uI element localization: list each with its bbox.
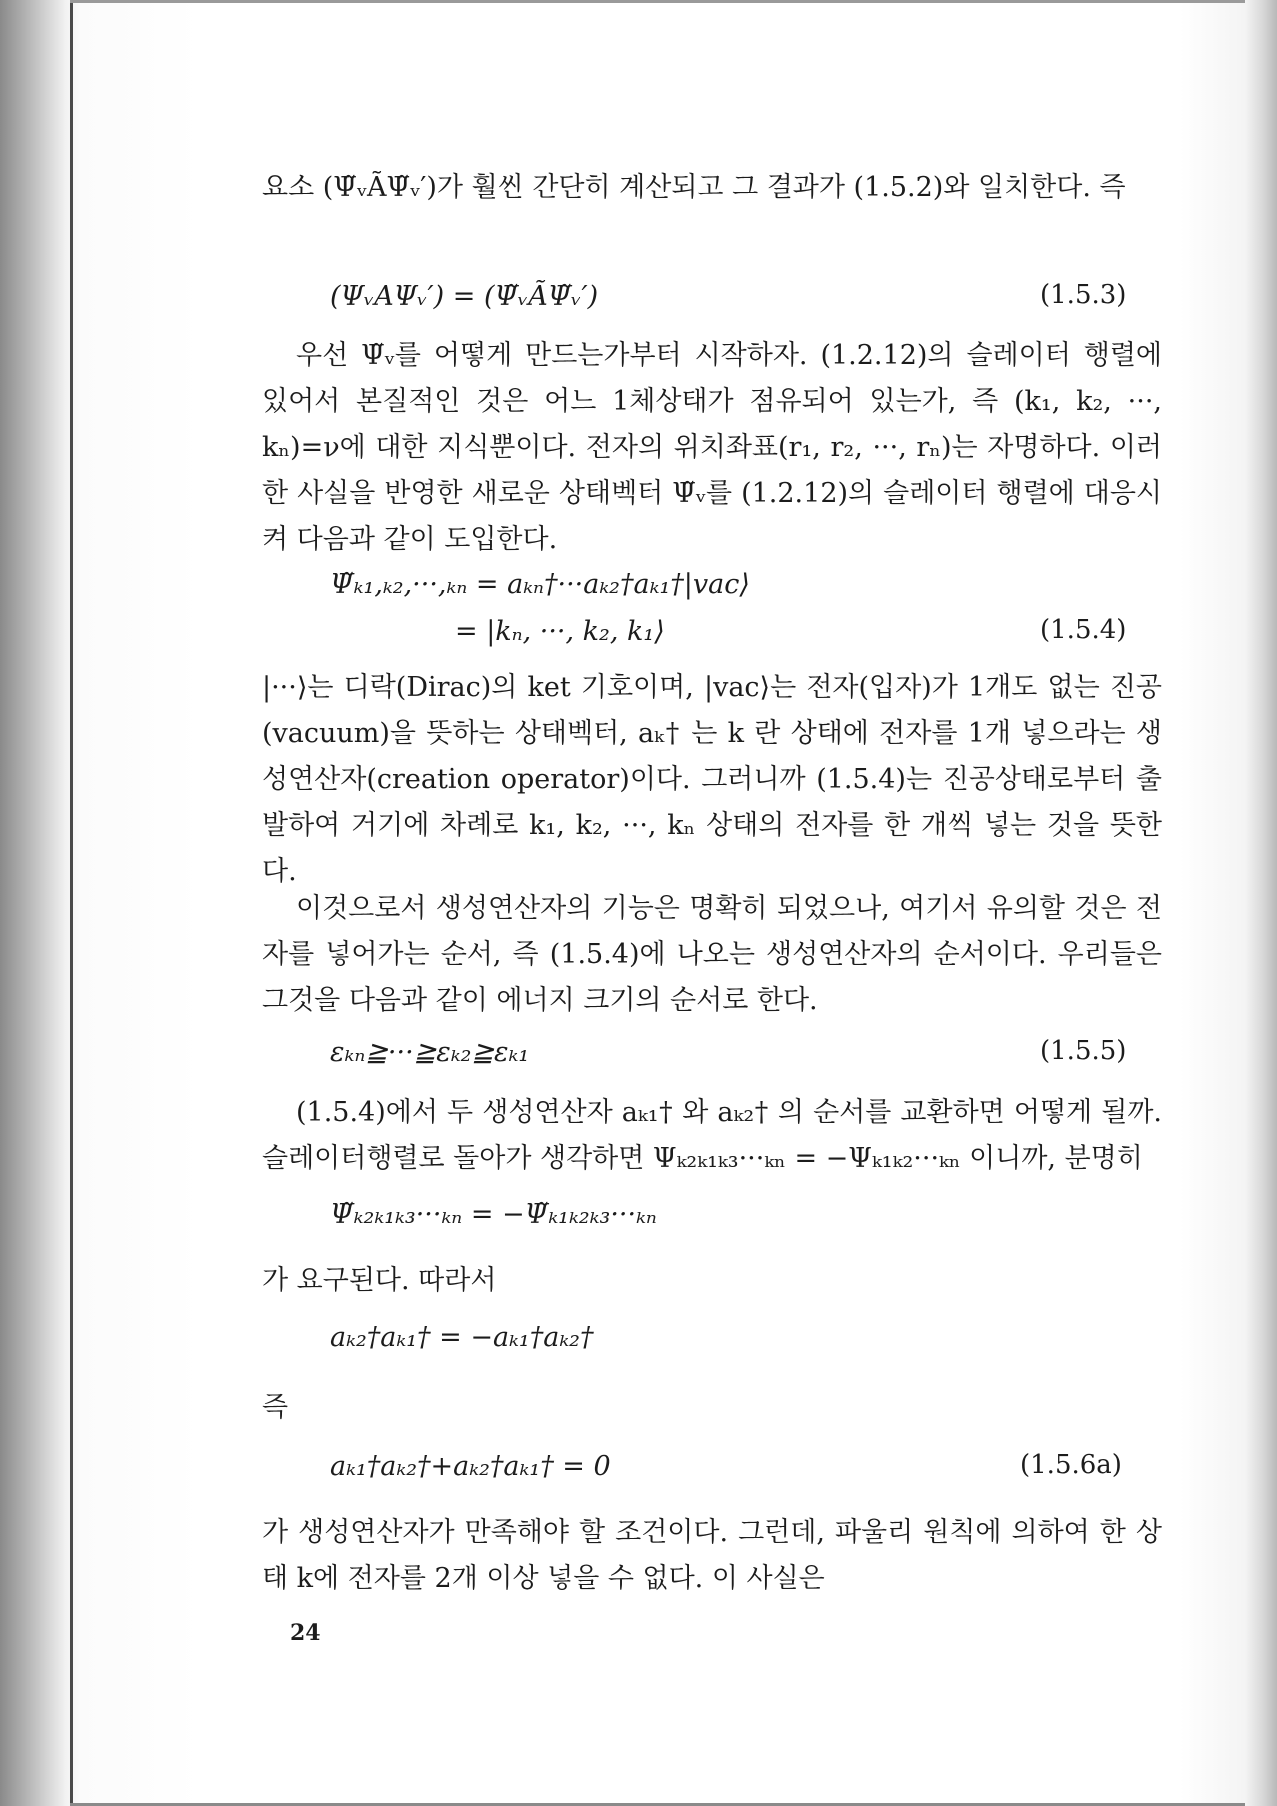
paragraph-2-block bbox=[262, 333, 1162, 563]
equation-1-5-3: (ΨᵥAΨᵥ′) = (Ψ̃ᵥÃΨ̃ᵥ′) bbox=[330, 281, 599, 312]
equation-1-5-5: εₖₙ≧···≧εₖ₂≧εₖ₁ bbox=[330, 1037, 530, 1068]
paragraph-8: 가 생성연산자가 만족해야 할 조건이다. 그런데, 파울리 원칙에 의하여 한 상태 k에 전자를 2개 이상 넣을 수 없다. 이 사실은 bbox=[262, 1517, 1162, 1594]
paragraph-3: |···⟩는 디락(Dirac)의 ket 기호이며, |vac⟩는 전자(입자)가 1개도 없는 진공(vacuum)을 뜻하는 상태벡터, aₖ† 는 k 란 상태에 전자를 1개 넣으라는 생성연산자(creation operator)이다. 그러니까 (1.5.4)는 진공상태로부터 출발하여 거기에 차례로 k₁, k₂, ···, kₙ 상태의 전자를 한 개씩 넣는 것을 뜻한다. bbox=[262, 672, 1162, 887]
paragraph-6-block bbox=[262, 1258, 1162, 1304]
paragraph-1: 요소 (Ψ̃ᵥÃΨ̃ᵥ′)가 훨씬 간단히 계산되고 그 결과가 (1.5.2)와 일치한다. 즉 bbox=[262, 172, 1126, 203]
equation-number-1-5-4: (1.5.4) bbox=[1040, 615, 1127, 645]
equation-1-5-4-line-1: Ψ̃ₖ₁,ₖ₂,···,ₖₙ = aₖₙ†···aₖ₂†aₖ₁†|vac⟩ bbox=[330, 569, 750, 600]
equation-antisymmetry: Ψ̃ₖ₂ₖ₁ₖ₃···ₖₙ = −Ψ̃ₖ₁ₖ₂ₖ₃···ₖₙ bbox=[330, 1199, 657, 1230]
equation-number-1-5-5: (1.5.5) bbox=[1040, 1036, 1127, 1066]
equation-number-1-5-3: (1.5.3) bbox=[1040, 280, 1127, 310]
paragraph-7: 즉 bbox=[262, 1392, 289, 1423]
paragraph-1-block bbox=[262, 165, 1162, 211]
paragraph-7-block bbox=[262, 1385, 1162, 1431]
paragraph-3-block bbox=[262, 665, 1162, 895]
equation-1-5-4-line-2: = |kₙ, ···, k₂, k₁⟩ bbox=[455, 616, 665, 647]
paragraph-4: 이것으로서 생성연산자의 기능은 명확히 되었으나, 여기서 유의할 것은 전자를 넣어가는 순서, 즉 (1.5.4)에 나오는 생성연산자의 순서이다. 우리들은 그것을 다음과 같이 에너지 크기의 순서로 한다. bbox=[262, 893, 1162, 1016]
paragraph-8-block bbox=[262, 1510, 1162, 1602]
paragraph-2: 우선 Ψ̃ᵥ를 어떻게 만드는가부터 시작하자. (1.2.12)의 슬레이터 행렬에 있어서 본질적인 것은 어느 1체상태가 점유되어 있는가, 즉 (k₁, k₂, ···, kₙ)=ν에 대한 지식뿐이다. 전자의 위치좌표(r₁, r₂, ···, rₙ)는 자명하다. 이러한 사실을 반영한 새로운 상태벡터 Ψ̃ᵥ를 (1.2.12)의 슬레이터 행렬에 대응시켜 다음과 같이 도입한다. bbox=[262, 340, 1162, 555]
page-number: 24 bbox=[290, 1620, 321, 1646]
paragraph-5: (1.5.4)에서 두 생성연산자 aₖ₁† 와 aₖ₂† 의 순서를 교환하면 어떻게 될까. 슬레이터행렬로 돌아가 생각하면 Ψₖ₂ₖ₁ₖ₃···ₖₙ = −Ψₖ₁ₖ₂···ₖₙ 이니까, 분명히 bbox=[262, 1097, 1162, 1174]
page-edge-top bbox=[70, 0, 1245, 3]
paragraph-5-block bbox=[262, 1090, 1162, 1182]
equation-number-1-5-6a: (1.5.6a) bbox=[1020, 1450, 1122, 1480]
equation-1-5-6a: aₖ₁†aₖ₂†+aₖ₂†aₖ₁† = 0 bbox=[330, 1451, 611, 1482]
paragraph-4-block bbox=[262, 886, 1162, 1024]
page-edge-left bbox=[70, 0, 73, 1806]
paragraph-6: 가 요구된다. 따라서 bbox=[262, 1265, 497, 1296]
equation-operator-swap: aₖ₂†aₖ₁† = −aₖ₁†aₖ₂† bbox=[330, 1322, 594, 1353]
